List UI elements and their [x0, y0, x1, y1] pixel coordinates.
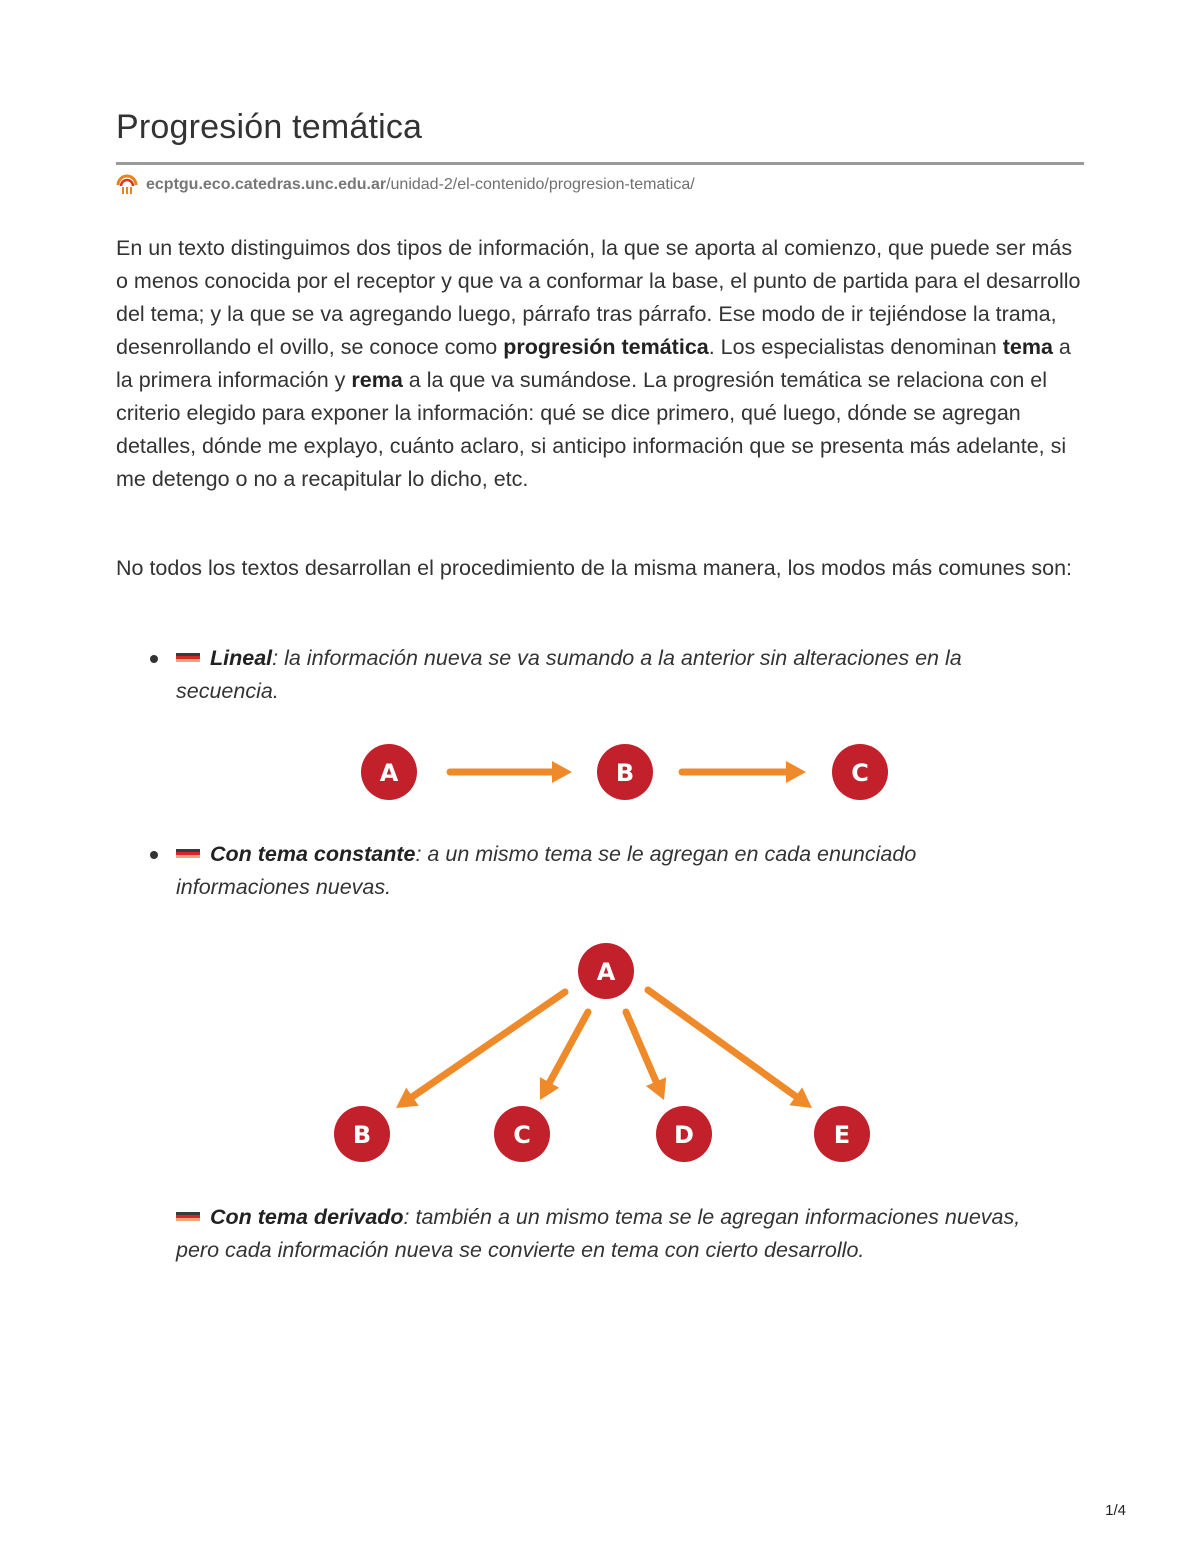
constant-child-node-c — [494, 1106, 550, 1162]
title-divider — [116, 162, 1084, 165]
page-number: 1/4 — [1105, 1502, 1126, 1519]
constant-arrow-3 — [626, 1012, 666, 1100]
source-domain: ecptgu.eco.catedras.unc.edu.ar — [146, 176, 387, 193]
flag-icon — [176, 653, 200, 662]
source-link[interactable] — [116, 174, 695, 196]
item-label: Con tema derivado — [210, 1205, 404, 1229]
constant-arrow-4 — [648, 990, 812, 1108]
list-item-lineal — [116, 642, 1056, 708]
term-progresion: progresión temática — [503, 335, 709, 359]
bullet-dot — [150, 851, 158, 859]
linear-progression-diagram — [0, 730, 1200, 820]
item-label: Lineal — [210, 646, 273, 670]
constant-child-node-b-label: B — [352, 1121, 372, 1149]
flag-icon — [176, 1212, 200, 1221]
list-item-tema-derivado — [116, 1201, 1056, 1267]
intro-text-2: . Los especialistas denominan — [708, 335, 1003, 359]
item-description: : la información nueva se va sumando a la anterior sin alteraciones en la secuencia. — [176, 646, 962, 703]
linear-arrow-1 — [450, 761, 572, 783]
constant-theme-diagram — [0, 930, 1200, 1170]
intro-text-4: a la que va sumándose. La progresión temática se relaciona con el criterio elegido para exponer la información: qué se dice primero, qué luego, dónde se agregan detalles, dónde me explayo, cuánto aclaro, si anticipo información que se presenta más adelante, si me detengo o no a recapitular lo dicho, etc. — [116, 368, 1067, 491]
bullet-dot — [150, 655, 158, 663]
constant-child-node-c-label: C — [513, 1121, 531, 1149]
constant-child-node-d — [656, 1106, 712, 1162]
term-tema: tema — [1002, 335, 1053, 359]
constant-root-node-label: A — [596, 958, 616, 986]
site-favicon-icon — [116, 174, 138, 196]
constant-child-node-e-label: E — [833, 1121, 851, 1149]
source-path: /unidad-2/el-contenido/progresion-tematica/ — [386, 176, 695, 193]
constant-root-node — [578, 943, 634, 999]
constant-child-node-b — [334, 1106, 390, 1162]
linear-node-c-label: C — [851, 759, 869, 787]
page-title: Progresión temática — [116, 108, 423, 146]
intro-paragraph — [116, 232, 1086, 496]
item-description: : también a un mismo tema se le agregan informaciones nuevas, pero cada información nueva se convierte en tema con cierto desarrollo. — [176, 1205, 1021, 1262]
intro-text-1: En un texto distinguimos dos tipos de información, la que se aporta al comienzo, que puede ser más o menos conocida por el receptor y que va a conformar la base, el punto de partida para el desarrollo del tema; y la que se va agregando luego, párrafo tras párrafo. Ese modo de ir tejiéndose la trama, desenrollando el ovillo, se conoce como — [116, 236, 1081, 359]
linear-node-a — [361, 744, 417, 800]
flag-icon — [176, 849, 200, 858]
linear-node-a-label: A — [379, 759, 399, 787]
constant-child-node-d-label: D — [674, 1121, 694, 1149]
constant-arrow-1 — [396, 992, 565, 1108]
linear-node-b-label: B — [615, 759, 635, 787]
constant-child-node-e — [814, 1106, 870, 1162]
linear-arrow-2 — [682, 761, 806, 783]
linear-node-b — [597, 744, 653, 800]
linear-node-c — [832, 744, 888, 800]
modes-intro-paragraph: No todos los textos desarrollan el procedimiento de la misma manera, los modos más comunes son: — [116, 556, 1073, 580]
list-item-tema-constante — [116, 838, 1056, 904]
item-label: Con tema constante — [210, 842, 416, 866]
item-description: : a un mismo tema se le agregan en cada enunciado informaciones nuevas. — [176, 842, 917, 899]
intro-text-3: a la primera información y — [116, 335, 1071, 392]
constant-arrow-2 — [540, 1012, 588, 1100]
term-rema: rema — [351, 368, 403, 392]
